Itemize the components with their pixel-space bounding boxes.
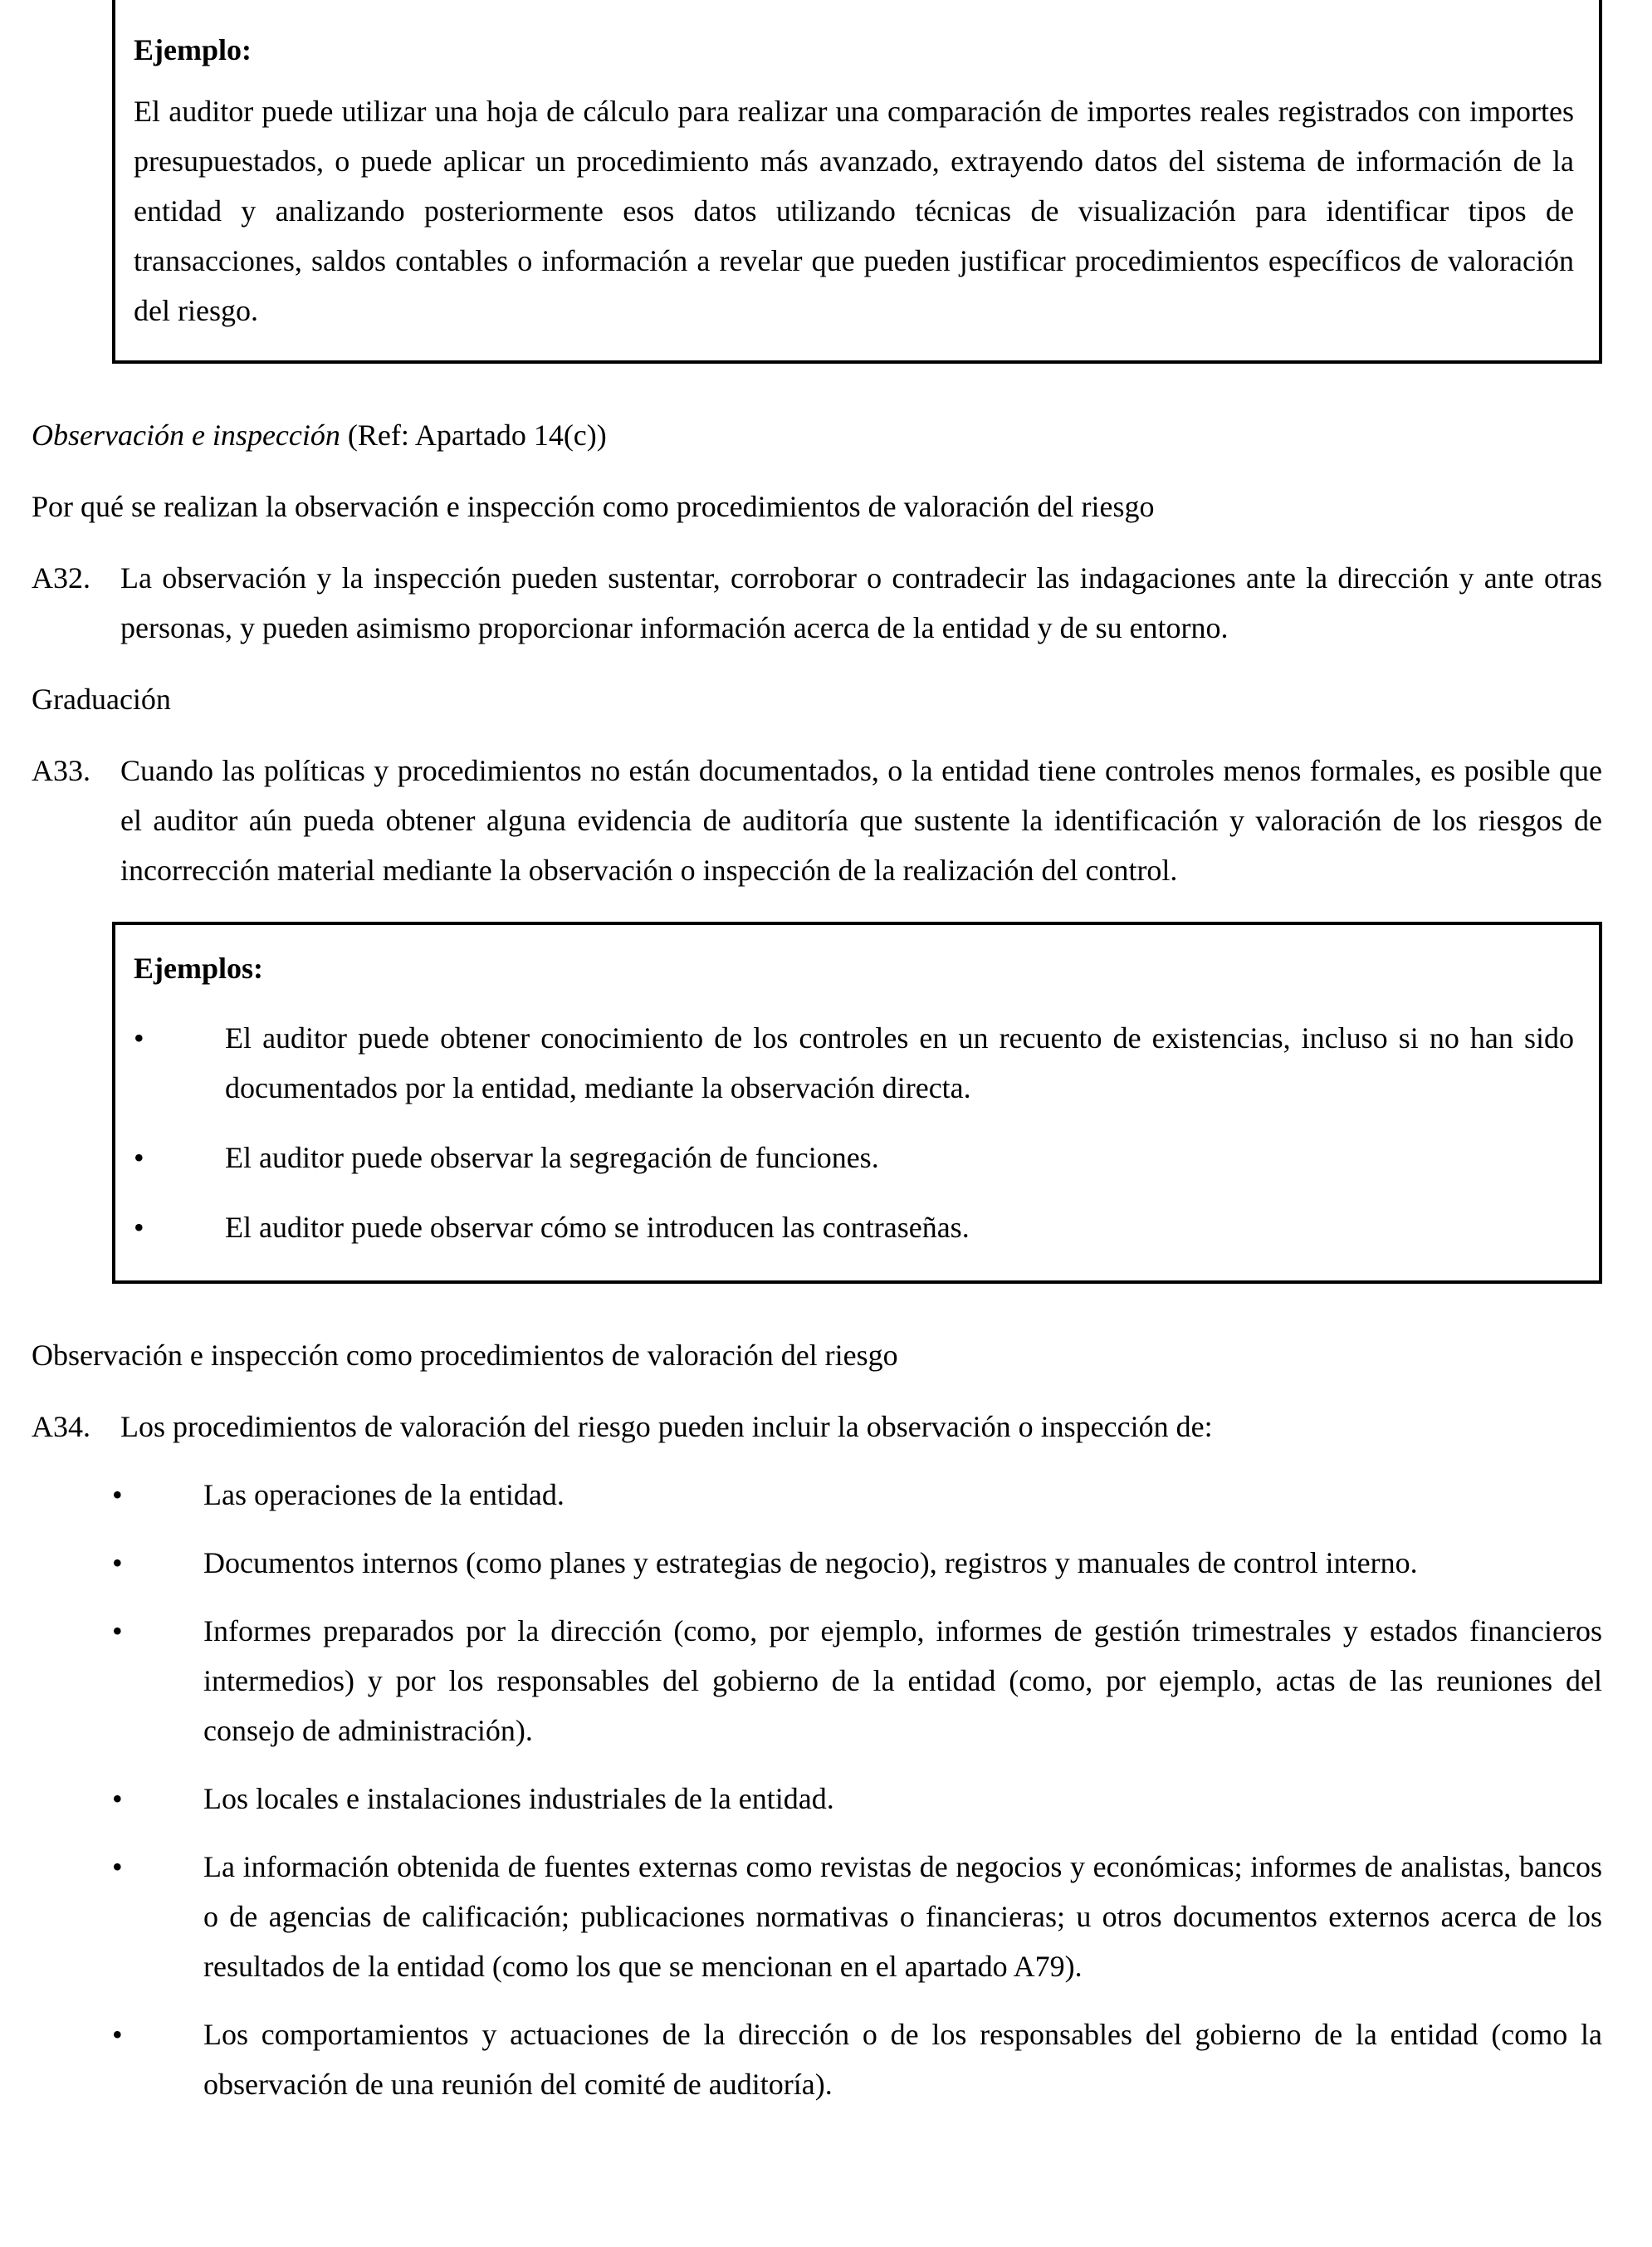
list-item (112, 1842, 1602, 1991)
heading-observacion-italic: Observación e inspección (32, 419, 340, 452)
bullet-text: Los comportamientos y actuaciones de la dirección o de los responsables del gobierno de la entidad (como la observación de una reunión del comité de auditoría). (203, 2018, 1602, 2101)
list-item (134, 1133, 1574, 1182)
bullet-text: Los locales e instalaciones industriales de la entidad. (203, 1782, 834, 1815)
example-box-title: Ejemplo: (134, 33, 252, 66)
bullet-text: El auditor puede obtener conocimiento de los controles en un recuento de existencias, incluso si no han sido documentados por la entidad, mediante la observación directa. (225, 1021, 1574, 1104)
bullet-icon: • (112, 1850, 123, 1883)
subheading-por-que: Por qué se realizan la observación e inspección como procedimientos de valoración del riesgo (32, 490, 1155, 523)
list-item (112, 1774, 1602, 1824)
list-item (134, 1013, 1574, 1113)
bullet-icon: • (134, 1141, 144, 1174)
paragraph-a33 (32, 746, 1602, 895)
example-box-ejemplos (112, 922, 1602, 1284)
examples-box-bullet-list (134, 1013, 1574, 1252)
paragraph-a32-label: A32. (32, 561, 90, 595)
example-box-body: El auditor puede utilizar una hoja de cálculo para realizar una comparación de importes reales registrados con importes presupuestados, o puede aplicar un procedimiento más avanzado, extrayendo datos del sistema de información de la entidad y analizando posteriormente esos datos utilizando técnicas de visualización para identificar tipos de transacciones, saldos contables o información a revelar que pueden justificar procedimientos específicos de valoración del riesgo. (134, 95, 1574, 327)
paragraph-a34 (32, 1402, 1602, 1451)
bullet-text: La información obtenida de fuentes externas como revistas de negocios y económicas; informes de analistas, bancos o de agencias de calificación; publicaciones normativas o financieras; u otros documentos externos acerca de los resultados de la entidad (como los que se mencionan en el apartado A79). (203, 1850, 1602, 1983)
bullet-icon: • (134, 1021, 144, 1055)
bullet-text: Las operaciones de la entidad. (203, 1478, 565, 1511)
bullet-icon: • (134, 1211, 144, 1244)
paragraph-a33-label: A33. (32, 754, 90, 787)
list-item (112, 2010, 1602, 2109)
paragraph-a32 (32, 553, 1602, 653)
heading-observacion-ref: (Ref: Apartado 14(c)) (340, 419, 607, 452)
bullet-icon: • (112, 1478, 123, 1511)
paragraph-a33-text: Cuando las políticas y procedimientos no están documentados, o la entidad tiene controles menos formales, es posible que el auditor aún pueda obtener alguna evidencia de auditoría que sustente la identificación y valoración de los riesgos de incorrección material mediante la observación o inspección de la realización del control. (120, 754, 1602, 887)
bullet-icon: • (112, 1546, 123, 1579)
bullet-icon: • (112, 1782, 123, 1815)
bullet-text: Informes preparados por la dirección (como, por ejemplo, informes de gestión trimestrales y estados financieros intermedios) y por los responsables del gobierno de la entidad (como, por ejemplo, actas de las reuniones del consejo de administración). (203, 1614, 1602, 1747)
bullet-icon: • (112, 2018, 123, 2051)
paragraph-a34-label: A34. (32, 1410, 90, 1443)
list-item (112, 1538, 1602, 1588)
list-item (112, 1470, 1602, 1520)
examples-box-title: Ejemplos: (134, 952, 263, 985)
bullet-icon: • (112, 1614, 123, 1647)
a34-bullet-list (112, 1470, 1602, 2109)
bullet-text: Documentos internos (como planes y estrategias de negocio), registros y manuales de control interno. (203, 1546, 1418, 1579)
heading-observacion-inspeccion (32, 410, 1602, 460)
list-item (134, 1202, 1574, 1252)
bullet-text: El auditor puede observar la segregación de funciones. (225, 1141, 879, 1174)
example-box-ejemplo (112, 0, 1602, 364)
heading-graduacion: Graduación (32, 683, 171, 716)
list-item (112, 1606, 1602, 1755)
paragraph-a32-text: La observación y la inspección pueden sustentar, corroborar o contradecir las indagaciones ante la dirección y ante otras personas, y pueden asimismo proporcionar información acerca de la entidad y de su entorno. (120, 561, 1602, 644)
heading-observacion-procedimientos: Observación e inspección como procedimientos de valoración del riesgo (32, 1339, 898, 1372)
paragraph-a34-text: Los procedimientos de valoración del riesgo pueden incluir la observación o inspección de: (120, 1410, 1213, 1443)
bullet-text: El auditor puede observar cómo se introducen las contraseñas. (225, 1211, 970, 1244)
